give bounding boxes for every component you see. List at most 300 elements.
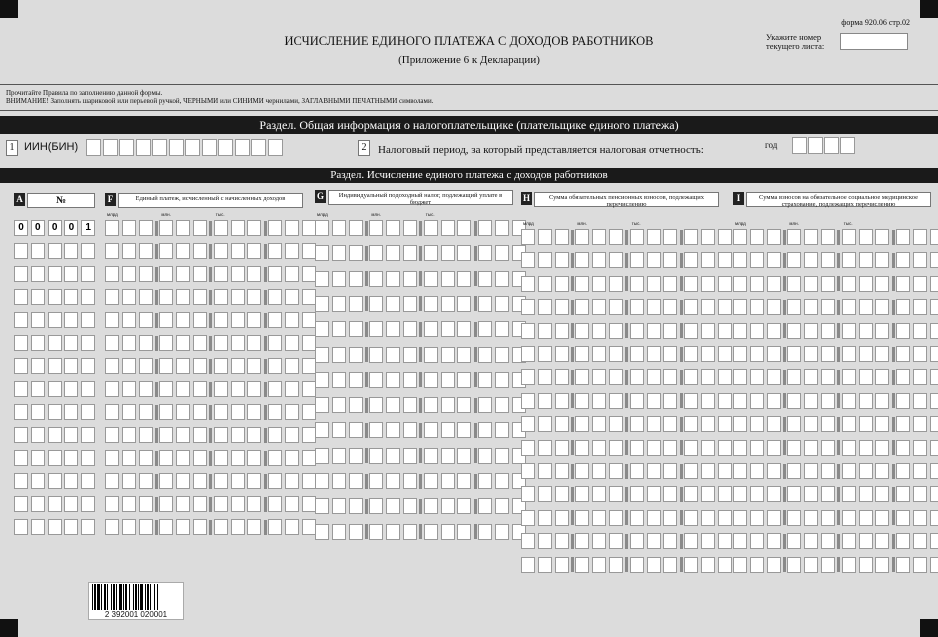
amount-digit-box[interactable]: [139, 381, 153, 397]
amount-digit-box[interactable]: [386, 422, 400, 438]
row-number-box[interactable]: [31, 266, 45, 282]
amount-digit-box[interactable]: [193, 404, 207, 420]
year-digit-box[interactable]: [808, 137, 823, 154]
amount-digit-box[interactable]: [630, 440, 644, 456]
amount-digit-box[interactable]: [609, 346, 623, 362]
amount-digit-box[interactable]: [478, 372, 492, 388]
amount-digit-box[interactable]: [896, 533, 910, 549]
amount-digit-box[interactable]: [247, 427, 261, 443]
amount-digit-box[interactable]: [159, 519, 173, 535]
amount-digit-box[interactable]: [842, 557, 856, 573]
amount-digit-box[interactable]: [555, 299, 569, 315]
row-number-box[interactable]: [31, 404, 45, 420]
amount-digit-box[interactable]: [285, 266, 299, 282]
amount-digit-box[interactable]: [913, 510, 927, 526]
amount-digit-box[interactable]: [441, 245, 455, 261]
amount-digit-box[interactable]: [787, 252, 801, 268]
amount-digit-box[interactable]: [930, 533, 938, 549]
row-number-box[interactable]: [14, 358, 28, 374]
row-number-box[interactable]: [81, 289, 95, 305]
amount-digit-box[interactable]: [609, 416, 623, 432]
row-number-box[interactable]: [14, 404, 28, 420]
amount-digit-box[interactable]: [268, 450, 282, 466]
amount-digit-box[interactable]: [733, 440, 747, 456]
amount-digit-box[interactable]: [214, 243, 228, 259]
amount-digit-box[interactable]: [859, 533, 873, 549]
amount-digit-box[interactable]: [609, 393, 623, 409]
amount-digit-box[interactable]: [592, 416, 606, 432]
amount-digit-box[interactable]: [495, 448, 509, 464]
amount-digit-box[interactable]: [647, 369, 661, 385]
amount-digit-box[interactable]: [403, 220, 417, 236]
amount-digit-box[interactable]: [575, 533, 589, 549]
amount-digit-box[interactable]: [285, 243, 299, 259]
amount-digit-box[interactable]: [247, 312, 261, 328]
row-number-box[interactable]: [81, 404, 95, 420]
amount-digit-box[interactable]: [930, 393, 938, 409]
amount-digit-box[interactable]: [193, 266, 207, 282]
amount-digit-box[interactable]: [285, 335, 299, 351]
amount-digit-box[interactable]: [538, 486, 552, 502]
amount-digit-box[interactable]: [821, 252, 835, 268]
amount-digit-box[interactable]: [268, 496, 282, 512]
amount-digit-box[interactable]: [122, 450, 136, 466]
amount-digit-box[interactable]: [386, 448, 400, 464]
amount-digit-box[interactable]: [386, 296, 400, 312]
amount-digit-box[interactable]: [575, 299, 589, 315]
amount-digit-box[interactable]: [630, 463, 644, 479]
amount-digit-box[interactable]: [159, 312, 173, 328]
amount-digit-box[interactable]: [875, 323, 889, 339]
amount-digit-box[interactable]: [701, 393, 715, 409]
amount-digit-box[interactable]: [647, 486, 661, 502]
amount-digit-box[interactable]: [478, 448, 492, 464]
amount-digit-box[interactable]: [701, 463, 715, 479]
amount-digit-box[interactable]: [478, 498, 492, 514]
amount-digit-box[interactable]: [231, 496, 245, 512]
amount-digit-box[interactable]: [495, 524, 509, 540]
amount-digit-box[interactable]: [214, 289, 228, 305]
amount-digit-box[interactable]: [122, 243, 136, 259]
amount-digit-box[interactable]: [575, 557, 589, 573]
amount-digit-box[interactable]: [767, 440, 781, 456]
amount-digit-box[interactable]: [495, 473, 509, 489]
amount-digit-box[interactable]: [767, 229, 781, 245]
amount-digit-box[interactable]: [718, 252, 732, 268]
amount-digit-box[interactable]: [684, 369, 698, 385]
amount-digit-box[interactable]: [733, 557, 747, 573]
amount-digit-box[interactable]: [592, 323, 606, 339]
amount-digit-box[interactable]: [386, 321, 400, 337]
amount-digit-box[interactable]: [332, 321, 346, 337]
amount-digit-box[interactable]: [369, 296, 383, 312]
amount-digit-box[interactable]: [369, 397, 383, 413]
row-number-box[interactable]: 1: [81, 220, 95, 236]
amount-digit-box[interactable]: [930, 557, 938, 573]
amount-digit-box[interactable]: [750, 323, 764, 339]
amount-digit-box[interactable]: [231, 427, 245, 443]
amount-digit-box[interactable]: [821, 533, 835, 549]
amount-digit-box[interactable]: [663, 229, 677, 245]
amount-digit-box[interactable]: [441, 347, 455, 363]
amount-digit-box[interactable]: [896, 369, 910, 385]
amount-digit-box[interactable]: [555, 276, 569, 292]
row-number-box[interactable]: [64, 358, 78, 374]
amount-digit-box[interactable]: [247, 404, 261, 420]
amount-digit-box[interactable]: [663, 299, 677, 315]
amount-digit-box[interactable]: [930, 510, 938, 526]
amount-digit-box[interactable]: [159, 473, 173, 489]
year-digit-box[interactable]: [824, 137, 839, 154]
amount-digit-box[interactable]: [302, 220, 316, 236]
amount-digit-box[interactable]: [787, 557, 801, 573]
amount-digit-box[interactable]: [555, 416, 569, 432]
amount-digit-box[interactable]: [538, 557, 552, 573]
row-number-box[interactable]: [48, 450, 62, 466]
amount-digit-box[interactable]: [630, 393, 644, 409]
amount-digit-box[interactable]: [424, 397, 438, 413]
amount-digit-box[interactable]: [821, 463, 835, 479]
amount-digit-box[interactable]: [701, 440, 715, 456]
amount-digit-box[interactable]: [332, 448, 346, 464]
amount-digit-box[interactable]: [176, 496, 190, 512]
row-number-box[interactable]: [31, 496, 45, 512]
amount-digit-box[interactable]: [733, 276, 747, 292]
amount-digit-box[interactable]: [555, 252, 569, 268]
amount-digit-box[interactable]: [315, 271, 329, 287]
amount-digit-box[interactable]: [214, 266, 228, 282]
amount-digit-box[interactable]: [521, 557, 535, 573]
amount-digit-box[interactable]: [930, 416, 938, 432]
amount-digit-box[interactable]: [369, 245, 383, 261]
amount-digit-box[interactable]: [231, 266, 245, 282]
amount-digit-box[interactable]: [159, 335, 173, 351]
amount-digit-box[interactable]: [159, 404, 173, 420]
amount-digit-box[interactable]: [159, 243, 173, 259]
amount-digit-box[interactable]: [930, 369, 938, 385]
amount-digit-box[interactable]: [684, 463, 698, 479]
amount-digit-box[interactable]: [647, 229, 661, 245]
row-number-box[interactable]: [81, 335, 95, 351]
amount-digit-box[interactable]: [733, 229, 747, 245]
amount-digit-box[interactable]: [441, 422, 455, 438]
amount-digit-box[interactable]: [268, 312, 282, 328]
amount-digit-box[interactable]: [684, 276, 698, 292]
amount-digit-box[interactable]: [139, 496, 153, 512]
row-number-box[interactable]: [14, 381, 28, 397]
amount-digit-box[interactable]: [332, 220, 346, 236]
amount-digit-box[interactable]: [592, 276, 606, 292]
row-number-box[interactable]: [48, 496, 62, 512]
amount-digit-box[interactable]: [750, 463, 764, 479]
amount-digit-box[interactable]: [231, 519, 245, 535]
amount-digit-box[interactable]: [718, 229, 732, 245]
amount-digit-box[interactable]: [875, 533, 889, 549]
amount-digit-box[interactable]: [332, 397, 346, 413]
amount-digit-box[interactable]: [495, 397, 509, 413]
amount-digit-box[interactable]: [176, 335, 190, 351]
amount-digit-box[interactable]: [592, 393, 606, 409]
amount-digit-box[interactable]: [592, 369, 606, 385]
amount-digit-box[interactable]: [457, 296, 471, 312]
row-number-box[interactable]: [81, 427, 95, 443]
amount-digit-box[interactable]: [315, 524, 329, 540]
amount-digit-box[interactable]: [787, 533, 801, 549]
amount-digit-box[interactable]: [302, 335, 316, 351]
amount-digit-box[interactable]: [896, 416, 910, 432]
amount-digit-box[interactable]: [214, 519, 228, 535]
amount-digit-box[interactable]: [268, 358, 282, 374]
amount-digit-box[interactable]: [332, 347, 346, 363]
amount-digit-box[interactable]: [538, 369, 552, 385]
row-number-box[interactable]: [48, 289, 62, 305]
amount-digit-box[interactable]: [663, 252, 677, 268]
amount-digit-box[interactable]: [231, 358, 245, 374]
amount-digit-box[interactable]: [268, 243, 282, 259]
amount-digit-box[interactable]: [349, 397, 363, 413]
amount-digit-box[interactable]: [538, 416, 552, 432]
amount-digit-box[interactable]: [804, 486, 818, 502]
amount-digit-box[interactable]: [875, 229, 889, 245]
amount-digit-box[interactable]: [663, 393, 677, 409]
amount-digit-box[interactable]: [369, 524, 383, 540]
amount-digit-box[interactable]: [457, 347, 471, 363]
amount-digit-box[interactable]: [231, 404, 245, 420]
amount-digit-box[interactable]: [821, 416, 835, 432]
amount-digit-box[interactable]: [821, 299, 835, 315]
amount-digit-box[interactable]: [176, 404, 190, 420]
amount-digit-box[interactable]: [821, 229, 835, 245]
amount-digit-box[interactable]: [913, 393, 927, 409]
amount-digit-box[interactable]: [268, 289, 282, 305]
row-number-box[interactable]: [14, 496, 28, 512]
amount-digit-box[interactable]: [787, 393, 801, 409]
amount-digit-box[interactable]: [302, 450, 316, 466]
amount-digit-box[interactable]: [750, 252, 764, 268]
amount-digit-box[interactable]: [369, 498, 383, 514]
row-number-box[interactable]: [81, 312, 95, 328]
amount-digit-box[interactable]: [609, 276, 623, 292]
amount-digit-box[interactable]: [139, 312, 153, 328]
amount-digit-box[interactable]: [386, 245, 400, 261]
amount-digit-box[interactable]: [609, 369, 623, 385]
amount-digit-box[interactable]: [875, 440, 889, 456]
amount-digit-box[interactable]: [804, 440, 818, 456]
amount-digit-box[interactable]: [592, 346, 606, 362]
amount-digit-box[interactable]: [214, 381, 228, 397]
amount-digit-box[interactable]: [538, 252, 552, 268]
amount-digit-box[interactable]: [268, 519, 282, 535]
amount-digit-box[interactable]: [750, 416, 764, 432]
amount-digit-box[interactable]: [875, 463, 889, 479]
row-number-box[interactable]: 0: [48, 220, 62, 236]
amount-digit-box[interactable]: [575, 229, 589, 245]
amount-digit-box[interactable]: [478, 524, 492, 540]
amount-digit-box[interactable]: [750, 393, 764, 409]
amount-digit-box[interactable]: [105, 519, 119, 535]
amount-digit-box[interactable]: [875, 252, 889, 268]
amount-digit-box[interactable]: [592, 463, 606, 479]
amount-digit-box[interactable]: [663, 557, 677, 573]
row-number-box[interactable]: [14, 266, 28, 282]
amount-digit-box[interactable]: [804, 252, 818, 268]
amount-digit-box[interactable]: [247, 335, 261, 351]
amount-digit-box[interactable]: [403, 321, 417, 337]
row-number-box[interactable]: [64, 289, 78, 305]
amount-digit-box[interactable]: [609, 252, 623, 268]
amount-digit-box[interactable]: [332, 473, 346, 489]
amount-digit-box[interactable]: [684, 440, 698, 456]
amount-digit-box[interactable]: [733, 369, 747, 385]
row-number-box[interactable]: [64, 473, 78, 489]
amount-digit-box[interactable]: [403, 397, 417, 413]
amount-digit-box[interactable]: [247, 519, 261, 535]
amount-digit-box[interactable]: [268, 427, 282, 443]
amount-digit-box[interactable]: [247, 266, 261, 282]
amount-digit-box[interactable]: [787, 510, 801, 526]
amount-digit-box[interactable]: [750, 440, 764, 456]
amount-digit-box[interactable]: [538, 463, 552, 479]
amount-digit-box[interactable]: [122, 473, 136, 489]
row-number-box[interactable]: 0: [31, 220, 45, 236]
amount-digit-box[interactable]: [609, 463, 623, 479]
row-number-box[interactable]: [48, 381, 62, 397]
amount-digit-box[interactable]: [332, 296, 346, 312]
amount-digit-box[interactable]: [538, 229, 552, 245]
amount-digit-box[interactable]: [733, 299, 747, 315]
amount-digit-box[interactable]: [403, 422, 417, 438]
amount-digit-box[interactable]: [684, 346, 698, 362]
amount-digit-box[interactable]: [122, 289, 136, 305]
amount-digit-box[interactable]: [592, 252, 606, 268]
amount-digit-box[interactable]: [750, 533, 764, 549]
amount-digit-box[interactable]: [441, 321, 455, 337]
amount-digit-box[interactable]: [231, 381, 245, 397]
amount-digit-box[interactable]: [193, 243, 207, 259]
amount-digit-box[interactable]: [457, 473, 471, 489]
amount-digit-box[interactable]: [386, 397, 400, 413]
amount-digit-box[interactable]: [804, 510, 818, 526]
amount-digit-box[interactable]: [349, 448, 363, 464]
amount-digit-box[interactable]: [555, 510, 569, 526]
row-number-box[interactable]: [31, 358, 45, 374]
amount-digit-box[interactable]: [859, 557, 873, 573]
amount-digit-box[interactable]: [647, 299, 661, 315]
row-number-box[interactable]: [64, 427, 78, 443]
amount-digit-box[interactable]: [647, 393, 661, 409]
amount-digit-box[interactable]: [231, 312, 245, 328]
amount-digit-box[interactable]: [701, 369, 715, 385]
amount-digit-box[interactable]: [214, 312, 228, 328]
amount-digit-box[interactable]: [804, 323, 818, 339]
amount-digit-box[interactable]: [315, 347, 329, 363]
amount-digit-box[interactable]: [285, 381, 299, 397]
row-number-box[interactable]: [31, 335, 45, 351]
amount-digit-box[interactable]: [424, 473, 438, 489]
amount-digit-box[interactable]: [804, 276, 818, 292]
amount-digit-box[interactable]: [896, 229, 910, 245]
amount-digit-box[interactable]: [767, 557, 781, 573]
iin-digit-box[interactable]: [86, 139, 101, 156]
amount-digit-box[interactable]: [896, 463, 910, 479]
amount-digit-box[interactable]: [930, 463, 938, 479]
amount-digit-box[interactable]: [787, 276, 801, 292]
amount-digit-box[interactable]: [592, 533, 606, 549]
amount-digit-box[interactable]: [403, 245, 417, 261]
amount-digit-box[interactable]: [821, 276, 835, 292]
amount-digit-box[interactable]: [663, 276, 677, 292]
amount-digit-box[interactable]: [701, 299, 715, 315]
amount-digit-box[interactable]: [875, 486, 889, 502]
amount-digit-box[interactable]: [684, 323, 698, 339]
amount-digit-box[interactable]: [663, 533, 677, 549]
amount-digit-box[interactable]: [842, 486, 856, 502]
amount-digit-box[interactable]: [804, 299, 818, 315]
amount-digit-box[interactable]: [332, 271, 346, 287]
amount-digit-box[interactable]: [193, 358, 207, 374]
amount-digit-box[interactable]: [214, 496, 228, 512]
amount-digit-box[interactable]: [139, 335, 153, 351]
amount-digit-box[interactable]: [315, 220, 329, 236]
amount-digit-box[interactable]: [913, 252, 927, 268]
amount-digit-box[interactable]: [349, 321, 363, 337]
amount-digit-box[interactable]: [575, 416, 589, 432]
amount-digit-box[interactable]: [842, 276, 856, 292]
amount-digit-box[interactable]: [787, 323, 801, 339]
amount-digit-box[interactable]: [842, 229, 856, 245]
amount-digit-box[interactable]: [302, 266, 316, 282]
amount-digit-box[interactable]: [302, 404, 316, 420]
amount-digit-box[interactable]: [521, 463, 535, 479]
amount-digit-box[interactable]: [268, 335, 282, 351]
amount-digit-box[interactable]: [105, 496, 119, 512]
amount-digit-box[interactable]: [457, 498, 471, 514]
amount-digit-box[interactable]: [750, 557, 764, 573]
amount-digit-box[interactable]: [718, 440, 732, 456]
row-number-box[interactable]: [81, 450, 95, 466]
amount-digit-box[interactable]: [592, 440, 606, 456]
amount-digit-box[interactable]: [159, 289, 173, 305]
amount-digit-box[interactable]: [139, 473, 153, 489]
amount-digit-box[interactable]: [767, 533, 781, 549]
amount-digit-box[interactable]: [122, 220, 136, 236]
amount-digit-box[interactable]: [767, 369, 781, 385]
row-number-box[interactable]: [14, 335, 28, 351]
amount-digit-box[interactable]: [630, 533, 644, 549]
amount-digit-box[interactable]: [159, 220, 173, 236]
amount-digit-box[interactable]: [349, 372, 363, 388]
row-number-box[interactable]: [48, 335, 62, 351]
amount-digit-box[interactable]: [268, 220, 282, 236]
row-number-box[interactable]: [64, 381, 78, 397]
amount-digit-box[interactable]: [538, 299, 552, 315]
amount-digit-box[interactable]: [247, 496, 261, 512]
amount-digit-box[interactable]: [875, 369, 889, 385]
amount-digit-box[interactable]: [105, 381, 119, 397]
amount-digit-box[interactable]: [386, 271, 400, 287]
amount-digit-box[interactable]: [875, 510, 889, 526]
amount-digit-box[interactable]: [842, 252, 856, 268]
amount-digit-box[interactable]: [105, 289, 119, 305]
row-number-box[interactable]: [31, 381, 45, 397]
row-number-box[interactable]: [81, 473, 95, 489]
amount-digit-box[interactable]: [575, 369, 589, 385]
amount-digit-box[interactable]: [139, 404, 153, 420]
amount-digit-box[interactable]: [701, 510, 715, 526]
amount-digit-box[interactable]: [750, 486, 764, 502]
amount-digit-box[interactable]: [268, 404, 282, 420]
amount-digit-box[interactable]: [122, 266, 136, 282]
